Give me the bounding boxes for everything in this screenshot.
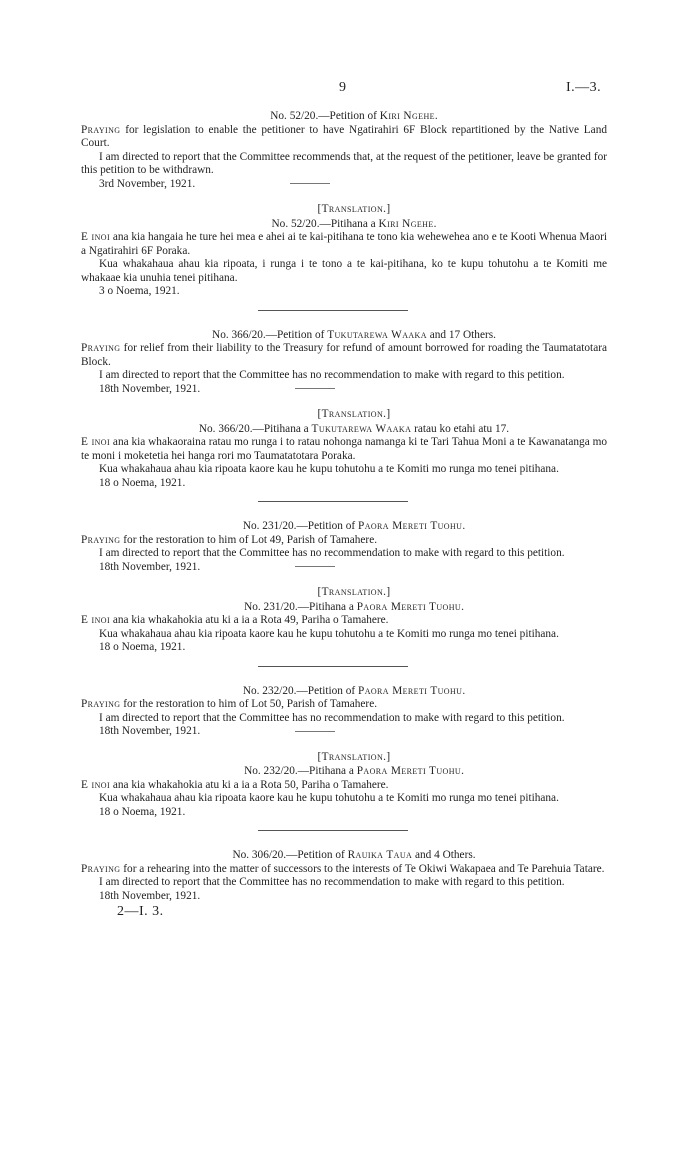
page-number: 9 (339, 80, 346, 95)
section-divider (258, 501, 408, 502)
report-date: 18th November, 1921. (81, 725, 607, 739)
petition-section (81, 849, 607, 903)
report-paragraph: I am directed to report that the Committee has no recommendation to make with regard to this petition. (99, 711, 565, 724)
inoi-paragraph: E inoi ana kia whakaoraina ratau mo runga i to ratau nohonga namanga ki te Tari Tahua Moni a te Kawanatanga mo te moni i moketetia hei hanga rori mo Taumatatotara Poraka. (81, 436, 608, 462)
report-paragraph: I am directed to report that the Committee recommends that, at the request of the petitioner, leave be granted for this petition to be withdrawn. (81, 150, 607, 176)
petition-heading: No. 52/20.—Petition of Kiri Ngehe. (270, 110, 438, 122)
petition-section (81, 110, 607, 311)
ripoata-date: 3 o Noema, 1921. (99, 285, 180, 297)
translation-label: [Translation.] (317, 203, 391, 215)
short-divider (295, 388, 335, 389)
signature-mark: 2—I. 3. (117, 904, 164, 919)
ripoata-date: 18 o Noema, 1921. (99, 476, 186, 489)
praying-paragraph: Praying for a rehearing into the matter of successors to the interests of Te Okiwi Wakapaea and Te Parehuia Tatare. (81, 862, 605, 875)
pitihana-heading: No. 231/20.—Pitihana a Paora Mereti Tuohu. (244, 600, 464, 613)
pitihana-heading: No. 366/20.—Pitihana a Tukutarewa Waaka ratau ko etahi atu 17. (198, 422, 510, 435)
translation-label: [Translation.] (317, 750, 391, 763)
praying-paragraph: Praying for the restoration to him of Lot 50, Parish of Tamahere. (81, 698, 378, 710)
short-divider (295, 566, 335, 567)
ripoata-paragraph: Kua whakahaua ahau kia ripoata kaore kau he kupu tohutohu a te Komiti mo runga mo tenei pitihana. (99, 463, 559, 475)
pitihana-heading: No. 232/20.—Pitihana a Paora Mereti Tuohu. (244, 765, 464, 777)
report-paragraph: I am directed to report that the Committee has no recommendation to make with regard to this petition. (99, 876, 565, 888)
report-paragraph: I am directed to report that the Committee has no recommendation to make with regard to this petition. (99, 547, 565, 559)
praying-paragraph: Praying for legislation to enable the petitioner to have Ngatirahiri 6F Block repartitioned by the Native Land Court. (81, 123, 607, 149)
praying-paragraph: Praying for the restoration to him of Lot 49, Parish of Tamahere. (81, 533, 378, 546)
report-date: 18th November, 1921. (99, 889, 201, 902)
ripoata-date: 18 o Noema, 1921. (99, 641, 186, 653)
series-code: I.—3. (566, 80, 602, 95)
ripoata-paragraph: Kua whakahaua ahau kia ripoata kaore kau he kupu tohutohu a te Komiti mo runga mo tenei pitihana. (99, 627, 559, 640)
report-date: 18th November, 1921. (81, 561, 607, 575)
inoi-paragraph: E inoi ana kia whakahokia atu ki a ia a Rota 49, Pariha o Tamahere. (81, 614, 389, 626)
short-divider (295, 731, 335, 732)
pitihana-heading: No. 52/20.—Pitihana a Kiri Ngehe. (271, 217, 437, 230)
praying-paragraph: Praying for relief from their liability to the Treasury for refund of amount borrowed for roading the Taumatatotara Block. (81, 342, 607, 368)
petition-heading: No. 366/20.—Petition of Tukutarewa Waaka and 17 Others. (212, 328, 496, 341)
report-paragraph: I am directed to report that the Committee has no recommendation to make with regard to this petition. (99, 369, 565, 381)
ripoata-paragraph: Kua whakahaua ahau kia ripoata, i runga i te tono a te kai-pitihana, ko te kupu tohutohu a te Komiti me whakaae kia unuhia tenei pitihana. (81, 258, 607, 284)
translation-label: [Translation.] (317, 586, 391, 598)
petition-section (81, 685, 607, 832)
petition-heading: No. 232/20.—Petition of Paora Mereti Tuohu. (242, 684, 466, 697)
short-divider (290, 183, 330, 184)
petition-heading: No. 231/20.—Petition of Paora Mereti Tuohu. (242, 520, 466, 532)
inoi-paragraph: E inoi ana kia whakahokia atu ki a ia a Rota 50, Pariha o Tamahere. (81, 778, 389, 791)
inoi-paragraph: E inoi ana kia hangaia he ture hei mea e ahei ai te kai-pitihana te tono kia wehewehea ano e te Kooti Whenua Maori a Ngatirahiri 6F Poraka. (81, 231, 607, 257)
translation-label: [Translation.] (317, 408, 391, 420)
ripoata-paragraph: Kua whakahaua ahau kia ripoata kaore kau he kupu tohutohu a te Komiti mo runga mo tenei pitihana. (99, 792, 559, 804)
section-divider (258, 666, 408, 667)
petition-section (81, 329, 607, 503)
ripoata-date: 18 o Noema, 1921. (99, 805, 186, 818)
petition-section (81, 520, 607, 667)
report-date: 18th November, 1921. (81, 383, 607, 397)
report-date: 3rd November, 1921. (81, 178, 607, 192)
petition-heading: No. 306/20.—Petition of Rauika Taua and 4 Others. (232, 849, 476, 861)
section-divider (258, 310, 408, 311)
section-divider (258, 830, 408, 831)
document-body (81, 110, 607, 919)
